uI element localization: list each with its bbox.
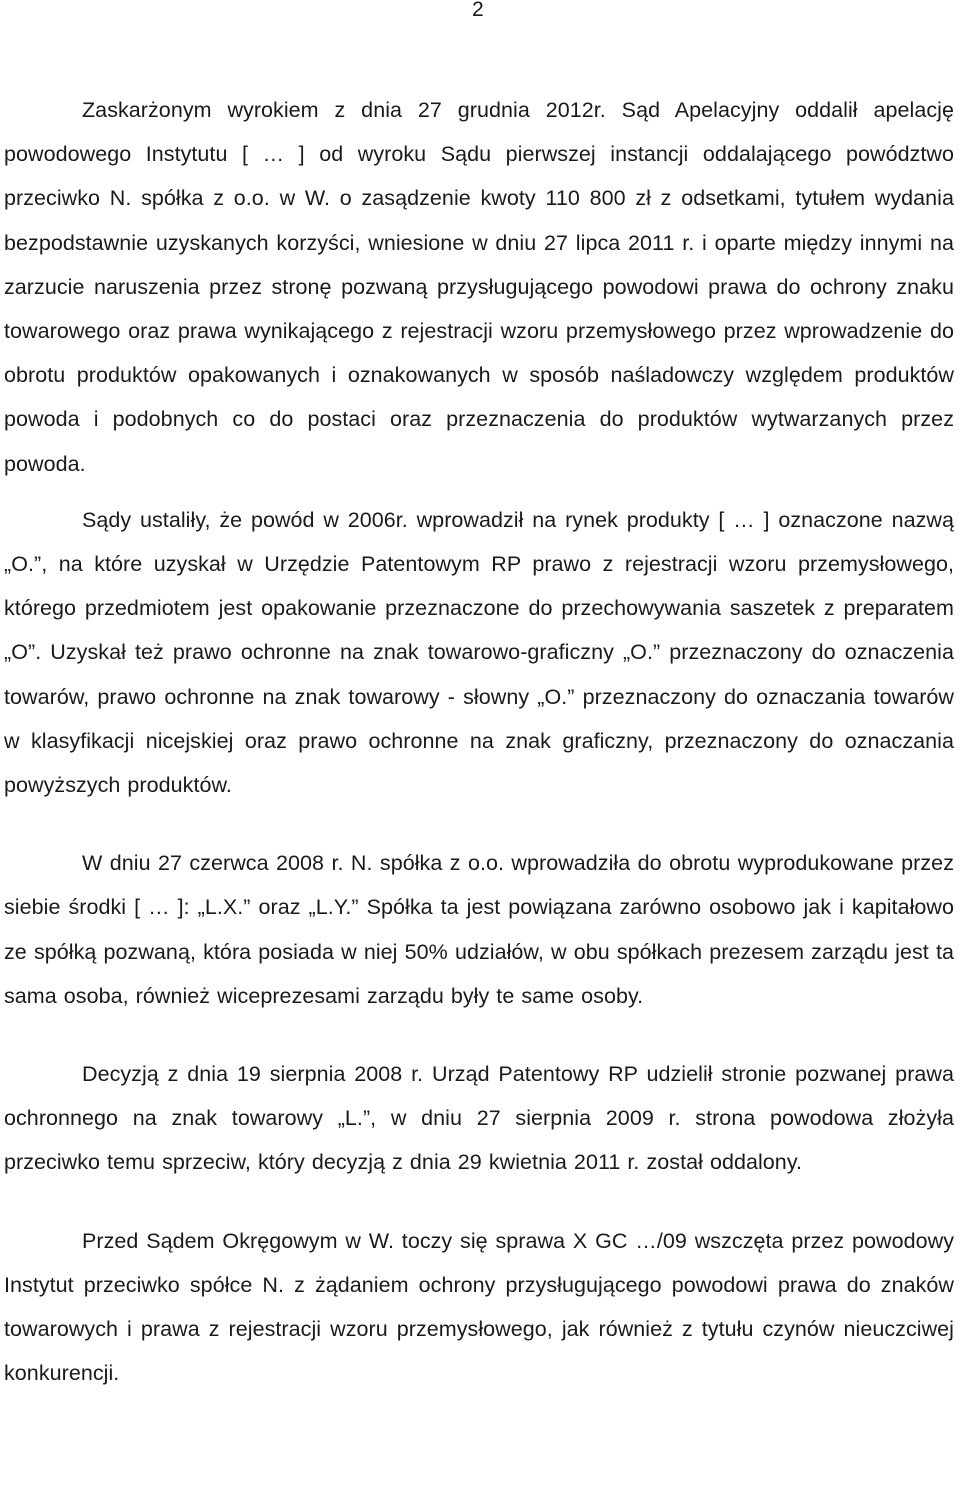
paragraph-findings: Sądy ustaliły, że powód w 2006r. wprowadził na rynek produkty [ … ] oznaczone nazwą „O.”, na które uzyskał w Urzędzie Patentowym RP prawo z rejestracji wzoru przemysłowego, którego przedmiotem jest opakowanie przeznaczone do przechowywania saszetek z preparatem „O”. Uzyskał też prawo ochronne na znak towarowo-graficzny „O.” przeznaczony do oznaczenia towarów, prawo ochronne na znak towarowy - słowny „O.” przeznaczony do oznaczania towarów w klasyfikacji nicejskiej oraz prawo ochronne na znak graficzny, przeznaczony do oznaczania powyższych produktów. bbox=[4, 507, 954, 798]
paragraph-regional-court-case: Przed Sądem Okręgowym w W. toczy się sprawa X GC …/09 wszczęta przez powodowy Instytut przeciwko spółce N. z żądaniem ochrony przysługującego powodowi prawa do znaków towarowych i prawa z rejestracji wzoru przemysłowego, jak również z tytułu czynów nieuczciwej konkurencji. bbox=[4, 1228, 954, 1386]
paragraph-judgment-summary: Zaskarżonym wyrokiem z dnia 27 grudnia 2012r. Sąd Apelacyjny oddalił apelację powodowego Instytutu [ … ] od wyroku Sądu pierwszej instancji oddalającego powództwo przeciwko N. spółka z o.o. w W. o zasądzenie kwoty 110 800 zł z odsetkami, tytułem wydania bezpodstawnie uzyskanych korzyści, wniesione w dniu 27 lipca 2011 r. i oparte między innymi na zarzucie naruszenia przez stronę pozwaną przysługującego powodowi prawa do ochrony znaku towarowego oraz prawa wynikającego z rejestracji wzoru przemysłowego przez wprowadzenie do obrotu produktów opakowanych i oznakowanych w sposób naśladowczy względem produktów powoda i podobnych co do postaci oraz przeznaczenia do produktów wytwarzanych przez powoda. bbox=[4, 98, 954, 476]
document-body bbox=[4, 88, 954, 1395]
page-number-text: 2 bbox=[472, 0, 484, 21]
paragraph-patent-office-decision: Decyzją z dnia 19 sierpnia 2008 r. Urząd Patentowy RP udzielił stronie pozwanej prawa ochronnego na znak towarowy „L.”, w dniu 27 sierpnia 2009 r. strona powodowa złożyła przeciwko temu sprzeciw, który decyzją z dnia 29 kwietnia 2011 r. został oddalony. bbox=[4, 1062, 954, 1175]
paragraph-market-introduction: W dniu 27 czerwca 2008 r. N. spółka z o.o. wprowadziła do obrotu wyprodukowane przez siebie środki [ … ]: „L.X.” oraz „L.Y.” Spółka ta jest powiązana zarówno osobowo jak i kapitałowo ze spółką pozwaną, która posiada w niej 50% udziałów, w obu spółkach prezesem zarządu jest ta sama osoba, również wiceprezesami zarządu były te same osoby. bbox=[4, 851, 954, 1008]
